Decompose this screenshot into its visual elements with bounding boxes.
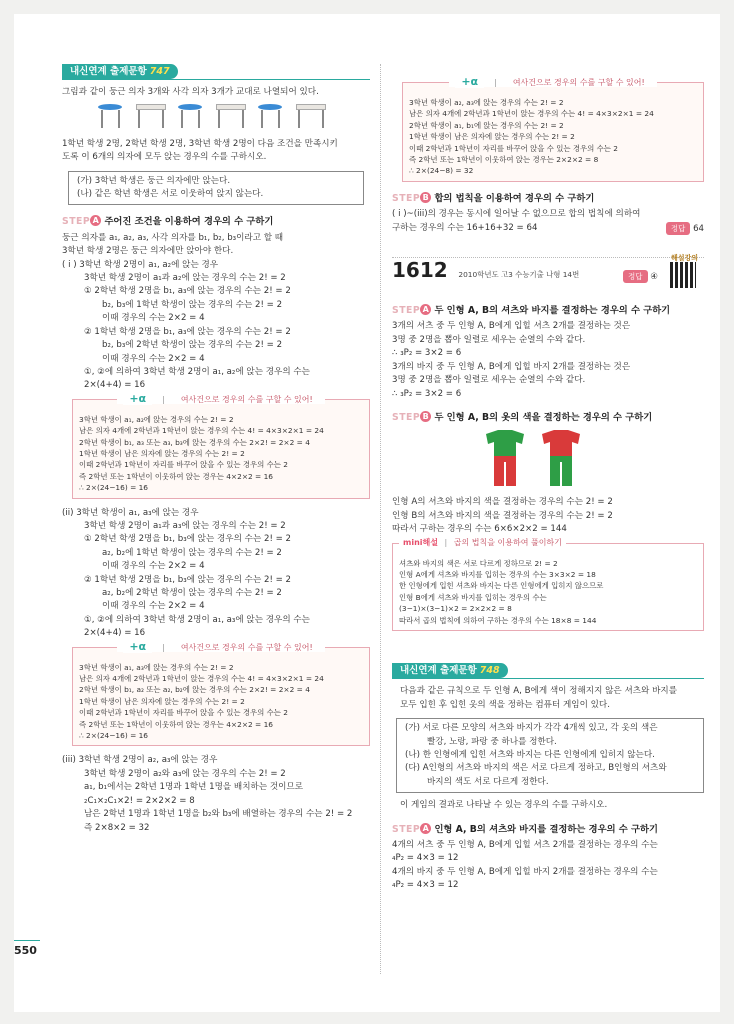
solution-line: 따라서 구하는 경우의 수는 6×6×2×2 = 144 (392, 524, 567, 535)
solution-line: ① 2학년 학생 2명을 b₁, b₃에 앉는 경우의 수는 2! = 2 (84, 534, 292, 545)
condition-na: (나) 한 인형에게 입힌 셔츠와 바지는 다른 인형에게 입히지 않는다. (405, 750, 655, 760)
solution-line: 2×(4+4) = 16 (84, 380, 146, 391)
tip-line: ∴ 2×(24−8) = 32 (409, 166, 474, 176)
solution-line: ∴ ₃P₂ = 3×2 = 6 (392, 348, 462, 359)
solution-line: ② 1학년 학생 2명을 b₁, b₃에 앉는 경우의 수는 2! = 2 (84, 574, 292, 585)
solution-line: 3개의 바지 중 두 인형 A, B에게 입힐 바지 2개를 결정하는 것은 (392, 361, 631, 372)
solution-line: ( i ) 3학년 학생 2명이 a₁, a₂에 앉는 경우 (62, 259, 219, 270)
solution-line: a₂, b₂에 2학년 학생이 앉는 경우의 수는 2! = 2 (102, 588, 282, 598)
problem-748-header (392, 663, 704, 679)
mini-line: 셔츠와 바지의 색은 서로 다르게 정하므로 2! = 2 (399, 558, 558, 568)
problem-747-question-1: 1학년 학생 2명, 2학년 학생 2명, 3학년 학생 2명이 다음 조건을 만족시키 (62, 138, 338, 149)
problem-747-badge: 내신연계 출제문항 747 (62, 64, 178, 79)
solution-line: 즉 2×8×2 = 32 (84, 822, 150, 833)
solution-line: b₂, b₃에 2학년 학생이 앉는 경우의 수는 2! = 2 (102, 340, 283, 351)
step-a-header-1612: STEP A 두 인형 A, B의 셔츠와 바지를 결정하는 경우의 수 구하기 (392, 305, 671, 317)
mini-line: 인형 B에게 셔츠와 바지를 입히는 경우의 수는 (399, 592, 547, 602)
tip-box-2: +α | 여사건으로 경우의 수를 구할 수 있어! 3학년 학생이 a₁, a₃에 앉는 경우의 수는 2! = 2 남은 의자 4개에 2학년과 1학년이 앉는 경우의 수는 4! = 4×3×2×1 = 24 2학년 학생이 b₁, a₂ 또는 a₂, b₂에 앉는 경우의 수는 2×2! = 2×2 = 4 1학년 학생이 남은 의자에 앉는 경우의 수는 2! = 2 이때 2학년과 1학년이 자리를 바꾸어 앉을 수 있는 경우의 수는 2 즉 2학년 또는 1학년이 이웃하여 앉는 경우는 4×2×2 = 16 ∴ 2×(24−16) = 16 (72, 647, 370, 747)
condition-na: (나) 같은 학년 학생은 서로 이웃하여 앉지 않는다. (77, 189, 264, 200)
problem-1612-number: 1612 (392, 258, 448, 283)
tip-box-3: +α | 여사건으로 경우의 수를 구할 수 있어! 3학년 학생이 a₂, a₃에 앉는 경우의 수는 2! = 2 남은 의자 4개에 2학년과 1학년이 앉는 경우의 수는 4! = 4×3×2×1 = 24 2학년 학생이 a₁, b₁에 앉는 경우의 수는 2! = 2 1학년 학생이 남은 의자에 앉는 경우의 수는 2! = 2 이때 2학년과 1학년이 자리를 바꾸어 앉을 수 있는 경우의 수는 2 즉 2학년 또는 1학년이 이웃하여 앉는 경우는 2×2×2 = 8 ∴ 2×(24−8) = 32 (402, 82, 704, 182)
problem-748-question-3: 이 게임의 결과로 나타날 수 있는 경우의 수를 구하시오. (400, 800, 608, 811)
solution-line: 3명 중 2명을 뽑아 일렬로 세우는 순열의 수와 같다. (392, 375, 586, 386)
solution-line: 3학년 학생 2명은 둥근 의자에만 앉아야 한다. (62, 246, 234, 257)
tip-line: 2학년 학생이 b₁, a₃ 또는 a₃, b₃에 앉는 경우의 수는 2×2! = 2×2 = 4 (79, 437, 310, 447)
tip-line: 3학년 학생이 a₁, a₂에 앉는 경우의 수는 2! = 2 (79, 414, 234, 424)
problem-1612-source: 2010학년도 고3 수능기출 나형 14번 (458, 270, 580, 280)
column-divider (380, 64, 381, 974)
problem-748-conditions (396, 718, 704, 793)
problem-1612-header (392, 254, 704, 294)
tip-line: 이때 2학년과 1학년이 자리를 바꾸어 앉을 수 있는 경우의 수는 2 (79, 708, 288, 718)
solution-line: (ii) 3학년 학생이 a₁, a₃에 앉는 경우 (62, 507, 199, 518)
doll-clothes-icon (482, 428, 602, 490)
tip-line: 1학년 학생이 남은 의자에 앉는 경우의 수는 2! = 2 (79, 448, 245, 458)
tip-line: 이때 2학년과 1학년이 자리를 바꾸어 앉을 수 있는 경우의 수는 2 (409, 143, 618, 153)
tip-line: 이때 2학년과 1학년이 자리를 바꾸어 앉을 수 있는 경우의 수는 2 (79, 460, 288, 470)
problem-748-question-1: 다음과 같은 규칙으로 두 인형 A, B에게 색이 정해지지 않은 셔츠와 바지를 (400, 686, 677, 697)
solution-line: 4개의 바지 중 두 인형 A, B에게 입힐 바지 2개를 결정하는 경우의 수는 (392, 866, 658, 877)
solution-line: (iii) 3학년 학생 2명이 a₂, a₃에 앉는 경우 (62, 755, 218, 766)
solution-line: 이때 경우의 수는 2×2 = 4 (102, 561, 205, 572)
qr-code-icon[interactable] (670, 262, 696, 288)
solution-line: 4개의 셔츠 중 두 인형 A, B에게 입힐 셔츠 2개를 결정하는 경우의 수는 (392, 840, 658, 851)
left-column (62, 64, 370, 835)
solution-line: ₄P₂ = 4×3 = 12 (392, 880, 459, 891)
tip-line: 2학년 학생이 a₁, b₁에 앉는 경우의 수는 2! = 2 (409, 120, 564, 130)
solution-line: ∴ ₃P₂ = 3×2 = 6 (392, 388, 462, 399)
tip-line: 1학년 학생이 남은 의자에 앉는 경우의 수는 2! = 2 (409, 132, 575, 142)
sum-line-2: 구하는 경우의 수는 16+16+32 = 64 정답 64 (392, 222, 704, 234)
solution-line: 3학년 학생 2명이 a₂와 a₃에 앉는 경우의 수는 2! = 2 (84, 768, 286, 779)
solution-line: ₄P₂ = 4×3 = 12 (392, 853, 459, 864)
tip-line: 남은 의자 4개에 2학년과 1학년이 앉는 경우의 수는 4! = 4×3×2×1 = 24 (409, 109, 654, 119)
solution-line: 인형 B의 셔츠와 바지의 색을 결정하는 경우의 수는 2! = 2 (392, 510, 613, 521)
page-number: 550 (14, 944, 37, 957)
condition-ga-cont: 빨강, 노랑, 파랑 중 하나를 정한다. (427, 736, 557, 747)
condition-ga: (가) 3학년 학생은 둥근 의자에만 앉는다. (77, 175, 231, 186)
condition-da-cont: 바지의 색도 서로 다르게 정한다. (427, 776, 549, 787)
solution-line: ①, ②에 의하여 3학년 학생 2명이 a₁, a₃에 앉는 경우의 수는 (84, 614, 310, 625)
answer-badge: 정답 (623, 270, 648, 283)
condition-da: (다) A인형의 셔츠와 바지의 색은 서로 다르게 정하고, B인형의 셔츠와 (405, 763, 667, 774)
solution-line: ② 1학년 학생 2명을 b₁, a₃에 앉는 경우의 수는 2! = 2 (84, 326, 291, 337)
right-column (392, 64, 704, 893)
solution-line: ①, ②에 의하여 3학년 학생 2명이 a₁, a₂에 앉는 경우의 수는 (84, 366, 310, 377)
chairs-illustration (98, 104, 370, 130)
solution-line: 둥근 의자를 a₁, a₂, a₃, 사각 의자를 b₁, b₂, b₃이라고 할 때 (62, 232, 284, 243)
mini-solution-box: mini해설 | 곱의 법칙을 이용하여 풀이하기 셔츠와 바지의 색은 서로 다르게 정하므로 2! = 2 인형 A에게 셔츠와 바지를 입히는 경우의 수는 3×3×2 = 18 한 인형에게 입힌 셔츠와 바지는 다른 인형에게 입히지 않으므로 인형 B에게 셔츠와 바지를 입히는 경우의 수는 (3−1)×(3−1)×2 = 2×2×2 = 8 따라서 곱의 법칙에 의하여 구하는 경우의 수는 18×8 = 144 (392, 543, 704, 631)
answer-badge: 정답 (666, 222, 691, 235)
mini-line: 인형 A에게 셔츠와 바지를 입히는 경우의 수는 3×3×2 = 18 (399, 569, 596, 579)
qr-label: 해설강의 (670, 254, 698, 263)
solution-line: 3개의 셔츠 중 두 인형 A, B에게 입힐 셔츠 2개를 결정하는 것은 (392, 321, 631, 332)
solution-line: 3학년 학생 2명이 a₁과 a₃에 앉는 경우의 수는 2! = 2 (84, 520, 286, 531)
mini-line: (3−1)×(3−1)×2 = 2×2×2 = 8 (399, 604, 512, 614)
solution-line: 이때 경우의 수는 2×2 = 4 (102, 601, 205, 612)
tip-box-1: +α | 여사건으로 경우의 수를 구할 수 있어! 3학년 학생이 a₁, a₂에 앉는 경우의 수는 2! = 2 남은 의자 4개에 2학년과 1학년이 앉는 경우의 수는 4! = 4×3×2×1 = 24 2학년 학생이 b₁, a₃ 또는 a₃, b₃에 앉는 경우의 수는 2×2! = 2×2 = 4 1학년 학생이 남은 의자에 앉는 경우의 수는 2! = 2 이때 2학년과 1학년이 자리를 바꾸어 앉을 수 있는 경우의 수는 2 즉 2학년 또는 1학년이 이웃하여 앉는 경우는 4×2×2 = 16 ∴ 2×(24−16) = 16 (72, 399, 370, 499)
mini-line: 따라서 곱의 법칙에 의하여 구하는 경우의 수는 18×8 = 144 (399, 615, 597, 625)
solution-line: ₂C₁×₂C₁×2! = 2×2×2 = 8 (84, 795, 195, 806)
tip-line: 남은 의자 4개에 2학년과 1학년이 앉는 경우의 수는 4! = 4×3×2×1 = 24 (79, 674, 324, 684)
solution-line: 남은 2학년 1명과 1학년 1명을 b₂와 b₃에 배열하는 경우의 수는 2! = 2 (84, 809, 353, 820)
problem-748-question-2: 모두 입힌 후 입힌 옷의 색을 정하는 컴퓨터 게임이 있다. (400, 699, 610, 710)
solution-line: ① 2학년 학생 2명을 b₁, a₃에 앉는 경우의 수는 2! = 2 (84, 286, 291, 297)
problem-747-conditions (68, 171, 364, 206)
tip-line: 즉 2학년 또는 1학년이 이웃하여 앉는 경우는 2×2×2 = 8 (409, 155, 599, 165)
tip-line: 남은 의자 4개에 2학년과 1학년이 앉는 경우의 수는 4! = 4×3×2×1 = 24 (79, 426, 324, 436)
tip-line: ∴ 2×(24−16) = 16 (79, 731, 149, 741)
solution-line: b₂, b₃에 1학년 학생이 앉는 경우의 수는 2! = 2 (102, 299, 283, 310)
problem-747-question-2: 도록 이 6개의 의자에 모두 앉는 경우의 수를 구하시오. (62, 152, 267, 163)
step-a-header-748: STEP A 인형 A, B의 셔츠와 바지를 결정하는 경우의 수 구하기 (392, 823, 658, 835)
tip-line: 1학년 학생이 남은 의자에 앉는 경우의 수는 2! = 2 (79, 696, 245, 706)
page-number-rule (14, 940, 40, 941)
sum-line-1: ( i )~(iii)의 경우는 동시에 일어날 수 없으므로 합의 법칙에 의하여 (392, 209, 641, 220)
tip-line: ∴ 2×(24−16) = 16 (79, 483, 149, 493)
problem-747-header (62, 64, 370, 80)
solution-line: 3명 중 2명을 뽑아 일렬로 세우는 순열의 수와 같다. (392, 334, 586, 345)
tip-line: 즉 2학년 또는 1학년이 이웃하여 앉는 경우는 4×2×2 = 16 (79, 719, 274, 729)
step-b-header-1612: STEP B 두 인형 A, B의 옷의 색을 결정하는 경우의 수 구하기 (392, 411, 653, 423)
solution-line: a₁, b₁에서는 2학년 1명과 1학년 1명을 배치하는 것이므로 (84, 782, 304, 793)
mini-line: 한 인형에게 입힌 셔츠와 바지는 다른 인형에게 입히지 않으므로 (399, 581, 604, 591)
tip-line: 즉 2학년 또는 1학년이 이웃하여 앉는 경우는 4×2×2 = 16 (79, 471, 274, 481)
tip-line: 3학년 학생이 a₁, a₃에 앉는 경우의 수는 2! = 2 (79, 662, 234, 672)
clothes-illustration (482, 428, 704, 490)
solution-line: 인형 A의 셔츠와 바지의 색을 결정하는 경우의 수는 2! = 2 (392, 497, 613, 508)
problem-747-intro: 그림과 같이 둥근 의자 3개와 사각 의자 3개가 교대로 나열되어 있다. (62, 87, 319, 98)
condition-ga: (가) 서로 다른 모양의 셔츠와 바지가 각각 4개씩 있고, 각 옷의 색은 (405, 723, 658, 734)
solution-line: 이때 경우의 수는 2×2 = 4 (102, 353, 205, 364)
solution-line: a₂, b₂에 1학년 학생이 앉는 경우의 수는 2! = 2 (102, 547, 282, 558)
problem-748-badge: 내신연계 출제문항 748 (392, 663, 508, 678)
step-b-header: STEP B 합의 법칙을 이용하여 경우의 수 구하기 (392, 192, 595, 204)
step-a-header: STEP A 주어진 조건을 이용하여 경우의 수 구하기 (62, 216, 274, 228)
solution-line: 2×(4+4) = 16 (84, 628, 146, 639)
tip-line: 3학년 학생이 a₂, a₃에 앉는 경우의 수는 2! = 2 (409, 98, 564, 107)
answer-1612: ④ (650, 272, 658, 283)
tip-line: 2학년 학생이 b₁, a₂ 또는 a₂, b₂에 앉는 경우의 수는 2×2! = 2×2 = 4 (79, 685, 310, 695)
solution-line: 3학년 학생 2명이 a₁과 a₂에 앉는 경우의 수는 2! = 2 (84, 273, 286, 284)
solution-line: 이때 경우의 수는 2×2 = 4 (102, 313, 205, 324)
answer-747: 64 (693, 223, 704, 234)
